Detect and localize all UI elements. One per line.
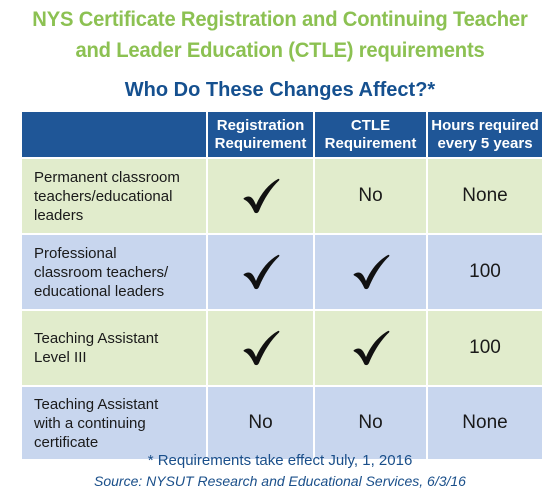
ctle-cell — [313, 159, 426, 233]
ctle-value: No — [358, 185, 383, 206]
checkmark-icon — [352, 254, 390, 290]
footnote: * Requirements take effect July, 1, 2016 — [147, 452, 413, 469]
row-label-cell — [22, 311, 206, 385]
registration-cell — [206, 159, 313, 233]
table-row — [22, 159, 542, 233]
ctle-cell — [313, 235, 426, 309]
hours-value: 100 — [469, 261, 501, 282]
registration-cell — [206, 235, 313, 309]
header-empty-cell — [22, 112, 206, 157]
title-line-1: NYS Certificate Registration and Continuing Teacher — [32, 7, 528, 31]
registration-cell — [206, 311, 313, 385]
checkmark-icon — [242, 254, 280, 290]
source-credit: Source: NYSUT Research and Educational Services, 6/3/16 — [94, 473, 466, 489]
page-title — [17, 4, 543, 66]
hours-cell — [426, 311, 542, 385]
header-ctle — [313, 112, 426, 157]
row-label: Teaching Assistant with a continuing certificate — [34, 395, 159, 451]
header-registration — [206, 112, 313, 157]
hours-value: 100 — [469, 337, 501, 358]
row-label: Permanent classroom teachers/educational leaders — [34, 168, 180, 224]
row-label-cell — [22, 235, 206, 309]
checkmark-icon — [242, 330, 280, 366]
table-heading: Who Do These Changes Affect?* — [124, 79, 436, 101]
checkmark-icon — [352, 330, 390, 366]
header-ctle-label: CTLE Requirement — [324, 116, 417, 152]
title-line-2: and Leader Education (CTLE) requirements — [75, 38, 485, 62]
hours-value: None — [462, 412, 508, 433]
ctle-cell — [313, 387, 426, 459]
table-row — [22, 387, 542, 459]
hours-cell — [426, 387, 542, 459]
row-label: Teaching Assistant Level III — [34, 330, 159, 366]
checkmark-icon — [242, 178, 280, 214]
header-hours — [426, 112, 542, 157]
registration-cell — [206, 387, 313, 459]
registration-value: No — [248, 412, 273, 433]
row-label: Professional classroom teachers/ educational leaders — [34, 244, 169, 300]
header-hours-label: Hours required every 5 years — [431, 116, 539, 152]
table-row — [22, 311, 542, 385]
row-label-cell — [22, 387, 206, 459]
header-registration-label: Registration Requirement — [214, 116, 307, 152]
table-row — [22, 235, 542, 309]
hours-cell — [426, 235, 542, 309]
hours-value: None — [462, 185, 508, 206]
hours-cell — [426, 159, 542, 233]
ctle-cell — [313, 311, 426, 385]
row-label-cell — [22, 159, 206, 233]
ctle-value: No — [358, 412, 383, 433]
table-header-row — [22, 112, 542, 157]
